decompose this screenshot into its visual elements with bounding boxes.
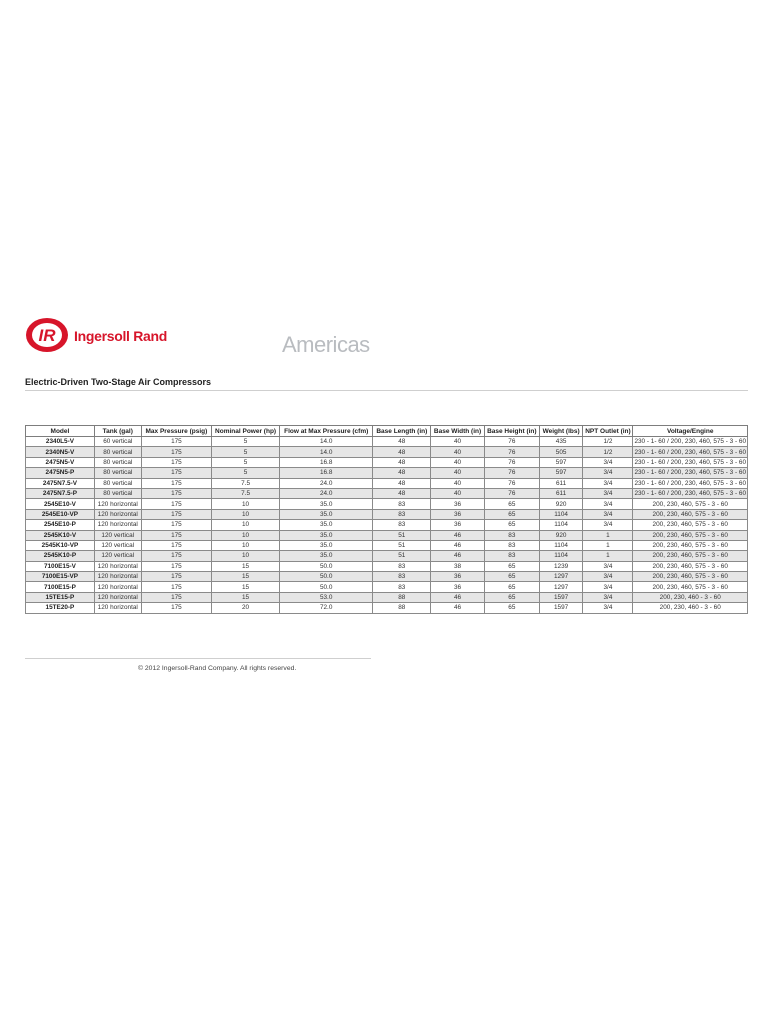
cell-voltage-engine: 200, 230, 460, 575 - 3 - 60 [633,582,748,592]
cell-flow: 24.0 [279,488,373,498]
cell-voltage-engine: 200, 230, 460, 575 - 3 - 60 [633,572,748,582]
cell-nominal-power: 15 [212,561,280,571]
cell-model: 2545E10-VP [26,509,95,519]
compressor-spec-table [25,425,748,614]
cell-model: 2475N5-P [26,468,95,478]
cell-model: 7100E15-V [26,561,95,571]
table-row [26,540,748,550]
cell-voltage-engine: 200, 230, 460, 575 - 3 - 60 [633,561,748,571]
cell-base-length: 48 [373,447,431,457]
cell-npt-outlet: 3/4 [583,468,633,478]
cell-model: 2340N5-V [26,447,95,457]
cell-base-width: 40 [431,488,485,498]
cell-model: 7100E15-P [26,582,95,592]
cell-base-height: 83 [484,530,539,540]
cell-base-height: 76 [484,488,539,498]
cell-model: 2340L5-V [26,437,95,447]
cell-flow: 50.0 [279,582,373,592]
cell-tank: 120 horizontal [94,572,141,582]
cell-flow: 72.0 [279,603,373,613]
region-heading: Americas [282,332,370,357]
table-header-row [26,426,748,437]
cell-voltage-engine: 200, 230, 460 - 3 - 60 [633,592,748,602]
table-row [26,603,748,613]
column-header-weight: Weight (lbs) [539,426,583,437]
cell-max-pressure: 175 [141,592,212,602]
cell-flow: 16.8 [279,468,373,478]
cell-voltage-engine: 200, 230, 460, 575 - 3 - 60 [633,520,748,530]
cell-base-length: 88 [373,592,431,602]
cell-nominal-power: 20 [212,603,280,613]
cell-flow: 35.0 [279,499,373,509]
cell-model: 15TE20-P [26,603,95,613]
cell-base-length: 48 [373,437,431,447]
cell-base-height: 65 [484,572,539,582]
cell-model: 2545E10-V [26,499,95,509]
footer-divider [25,658,371,659]
column-header-nominal-power: Nominal Power (hp) [212,426,280,437]
cell-weight: 435 [539,437,583,447]
column-header-tank: Tank (gal) [94,426,141,437]
cell-base-width: 40 [431,437,485,447]
cell-voltage-engine: 230 - 1- 60 / 200, 230, 460, 575 - 3 - 60 [634,479,746,487]
cell-max-pressure: 175 [141,530,212,540]
cell-base-length: 48 [373,488,431,498]
cell-base-length: 48 [373,457,431,467]
cell-npt-outlet: 3/4 [583,603,633,613]
cell-voltage-engine: 230 - 1- 60 / 200, 230, 460, 575 - 3 - 60 [634,469,746,477]
cell-nominal-power: 5 [212,468,280,478]
cell-weight: 1104 [539,551,583,561]
cell-npt-outlet: 3/4 [583,520,633,530]
cell-npt-outlet: 1/2 [583,437,633,447]
cell-tank: 60 vertical [94,437,141,447]
cell-flow: 35.0 [279,551,373,561]
cell-npt-outlet: 3/4 [583,561,633,571]
cell-voltage-engine: 200, 230, 460, 575 - 3 - 60 [633,551,748,561]
cell-flow: 35.0 [279,530,373,540]
cell-max-pressure: 175 [141,572,212,582]
cell-npt-outlet: 3/4 [583,582,633,592]
cell-npt-outlet: 1 [583,530,633,540]
cell-weight: 611 [539,488,583,498]
table-row [26,520,748,530]
cell-tank: 120 horizontal [94,592,141,602]
cell-tank: 120 vertical [94,530,141,540]
cell-base-height: 76 [484,478,539,488]
cell-base-width: 46 [431,540,485,550]
cell-base-width: 46 [431,530,485,540]
table-row [26,468,748,478]
cell-weight: 1597 [539,592,583,602]
cell-flow: 53.0 [279,592,373,602]
cell-base-width: 36 [431,572,485,582]
table-row [26,551,748,561]
cell-nominal-power: 10 [212,540,280,550]
cell-base-width: 46 [431,592,485,602]
cell-nominal-power: 15 [212,592,280,602]
document-title: Electric-Driven Two-Stage Air Compressors [25,377,212,387]
cell-base-height: 65 [484,499,539,509]
cell-base-width: 40 [431,457,485,467]
cell-nominal-power: 5 [212,457,280,467]
cell-flow: 35.0 [279,509,373,519]
cell-base-width: 38 [431,561,485,571]
cell-base-width: 46 [431,551,485,561]
cell-model: 2545E10-P [26,520,95,530]
cell-tank: 80 vertical [94,457,141,467]
cell-base-height: 83 [484,540,539,550]
cell-flow: 35.0 [279,520,373,530]
cell-base-length: 83 [373,561,431,571]
cell-weight: 1104 [539,540,583,550]
table-row [26,437,748,447]
cell-tank: 120 horizontal [94,520,141,530]
cell-tank: 120 horizontal [94,561,141,571]
cell-tank: 80 vertical [94,478,141,488]
table-row [26,499,748,509]
cell-base-length: 83 [373,520,431,530]
table-row [26,509,748,519]
cell-model: 2475N7.5-P [26,488,95,498]
cell-nominal-power: 15 [212,582,280,592]
cell-flow: 50.0 [279,561,373,571]
cell-base-height: 83 [484,551,539,561]
cell-base-height: 65 [484,592,539,602]
cell-model: 7100E15-VP [26,572,95,582]
cell-base-height: 76 [484,457,539,467]
cell-max-pressure: 175 [141,551,212,561]
cell-npt-outlet: 1 [583,551,633,561]
cell-weight: 1104 [539,509,583,519]
cell-weight: 505 [539,447,583,457]
cell-base-width: 36 [431,509,485,519]
cell-max-pressure: 175 [141,509,212,519]
cell-base-width: 40 [431,468,485,478]
ir-logo-mark-icon [24,316,70,354]
cell-voltage-engine: 200, 230, 460, 575 - 3 - 60 [633,540,748,550]
cell-nominal-power: 10 [212,520,280,530]
column-header-base-length: Base Length (in) [373,426,431,437]
cell-voltage-engine: 230 - 1- 60 / 200, 230, 460, 575 - 3 - 60 [634,448,746,456]
cell-voltage-engine: 200, 230, 460 - 3 - 60 [633,603,748,613]
cell-nominal-power: 15 [212,572,280,582]
cell-flow: 35.0 [279,540,373,550]
cell-base-length: 51 [373,551,431,561]
cell-weight: 1104 [539,520,583,530]
cell-npt-outlet: 1/2 [583,447,633,457]
table-row [26,530,748,540]
cell-base-height: 65 [484,582,539,592]
table-row [26,592,748,602]
cell-flow: 24.0 [279,478,373,488]
cell-max-pressure: 175 [141,488,212,498]
cell-max-pressure: 175 [141,457,212,467]
cell-tank: 120 vertical [94,540,141,550]
cell-nominal-power: 5 [212,437,280,447]
table-row [26,488,748,498]
cell-base-height: 65 [484,509,539,519]
cell-max-pressure: 175 [141,540,212,550]
cell-flow: 14.0 [279,447,373,457]
cell-tank: 80 vertical [94,447,141,457]
column-header-voltage-engine: Voltage/Engine [633,426,748,437]
cell-weight: 597 [539,468,583,478]
brand-name: Ingersoll Rand [74,328,168,344]
cell-npt-outlet: 3/4 [583,509,633,519]
cell-nominal-power: 5 [212,447,280,457]
cell-npt-outlet: 3/4 [583,572,633,582]
cell-base-length: 48 [373,478,431,488]
cell-max-pressure: 175 [141,561,212,571]
cell-weight: 1297 [539,572,583,582]
cell-base-height: 76 [484,437,539,447]
cell-weight: 1597 [539,603,583,613]
cell-model: 2475N7.5-V [26,478,95,488]
title-divider [25,390,748,391]
cell-base-height: 65 [484,520,539,530]
table-body [26,437,748,614]
logo-mark-text: IR [38,326,56,345]
cell-max-pressure: 175 [141,499,212,509]
cell-base-height: 76 [484,447,539,457]
cell-nominal-power: 10 [212,530,280,540]
cell-tank: 120 horizontal [94,582,141,592]
cell-base-width: 46 [431,603,485,613]
cell-tank: 120 vertical [94,551,141,561]
cell-base-width: 36 [431,520,485,530]
cell-voltage-engine: 230 - 1- 60 / 200, 230, 460, 575 - 3 - 60 [634,490,746,498]
cell-voltage-engine: 200, 230, 460, 575 - 3 - 60 [633,530,748,540]
cell-base-height: 65 [484,603,539,613]
cell-nominal-power: 7.5 [212,478,280,488]
cell-weight: 920 [539,530,583,540]
table-row [26,478,748,488]
cell-model: 2545K10-P [26,551,95,561]
cell-npt-outlet: 3/4 [583,499,633,509]
cell-max-pressure: 175 [141,478,212,488]
cell-tank: 80 vertical [94,468,141,478]
brand-logo [24,316,174,354]
cell-max-pressure: 175 [141,603,212,613]
cell-base-height: 76 [484,468,539,478]
table-row [26,447,748,457]
cell-base-length: 48 [373,468,431,478]
cell-voltage-engine: 230 - 1- 60 / 200, 230, 460, 575 - 3 - 60 [634,458,746,466]
cell-tank: 120 horizontal [94,499,141,509]
cell-model: 15TE15-P [26,592,95,602]
cell-flow: 14.0 [279,437,373,447]
copyright-notice: © 2012 Ingersoll-Rand Company. All rights reserved. [138,665,297,672]
cell-max-pressure: 175 [141,520,212,530]
cell-weight: 1297 [539,582,583,592]
cell-voltage-engine: 230 - 1- 60 / 200, 230, 460, 575 - 3 - 60 [634,438,746,446]
cell-flow: 16.8 [279,457,373,467]
cell-base-height: 65 [484,561,539,571]
cell-max-pressure: 175 [141,447,212,457]
cell-base-width: 40 [431,478,485,488]
column-header-npt-outlet: NPT Outlet (in) [583,426,633,437]
table-row [26,582,748,592]
cell-npt-outlet: 3/4 [583,457,633,467]
cell-nominal-power: 10 [212,551,280,561]
column-header-max-pressure: Max Pressure (psig) [141,426,212,437]
cell-tank: 120 horizontal [94,509,141,519]
cell-base-length: 83 [373,499,431,509]
cell-voltage-engine: 200, 230, 460, 575 - 3 - 60 [633,509,748,519]
cell-voltage-engine: 200, 230, 460, 575 - 3 - 60 [633,499,748,509]
cell-base-length: 51 [373,540,431,550]
table-row [26,572,748,582]
table-row [26,457,748,467]
cell-model: 2475N5-V [26,457,95,467]
column-header-base-width: Base Width (in) [431,426,485,437]
table-row [26,561,748,571]
cell-npt-outlet: 1 [583,540,633,550]
cell-max-pressure: 175 [141,468,212,478]
cell-base-width: 36 [431,499,485,509]
cell-base-length: 83 [373,572,431,582]
cell-weight: 597 [539,457,583,467]
column-header-base-height: Base Height (in) [484,426,539,437]
column-header-flow: Flow at Max Pressure (cfm) [279,426,373,437]
cell-weight: 1239 [539,561,583,571]
cell-nominal-power: 7.5 [212,488,280,498]
cell-npt-outlet: 3/4 [583,488,633,498]
cell-max-pressure: 175 [141,582,212,592]
cell-max-pressure: 175 [141,437,212,447]
column-header-model: Model [26,426,95,437]
cell-npt-outlet: 3/4 [583,592,633,602]
cell-base-width: 40 [431,447,485,457]
cell-base-width: 36 [431,582,485,592]
cell-nominal-power: 10 [212,499,280,509]
cell-base-length: 51 [373,530,431,540]
cell-weight: 611 [539,478,583,488]
cell-flow: 50.0 [279,572,373,582]
cell-base-length: 83 [373,509,431,519]
cell-tank: 80 vertical [94,488,141,498]
cell-base-length: 88 [373,603,431,613]
cell-weight: 920 [539,499,583,509]
cell-nominal-power: 10 [212,509,280,519]
cell-npt-outlet: 3/4 [583,478,633,488]
cell-model: 2545K10-VP [26,540,95,550]
cell-tank: 120 horizontal [94,603,141,613]
cell-base-length: 83 [373,582,431,592]
cell-model: 2545K10-V [26,530,95,540]
